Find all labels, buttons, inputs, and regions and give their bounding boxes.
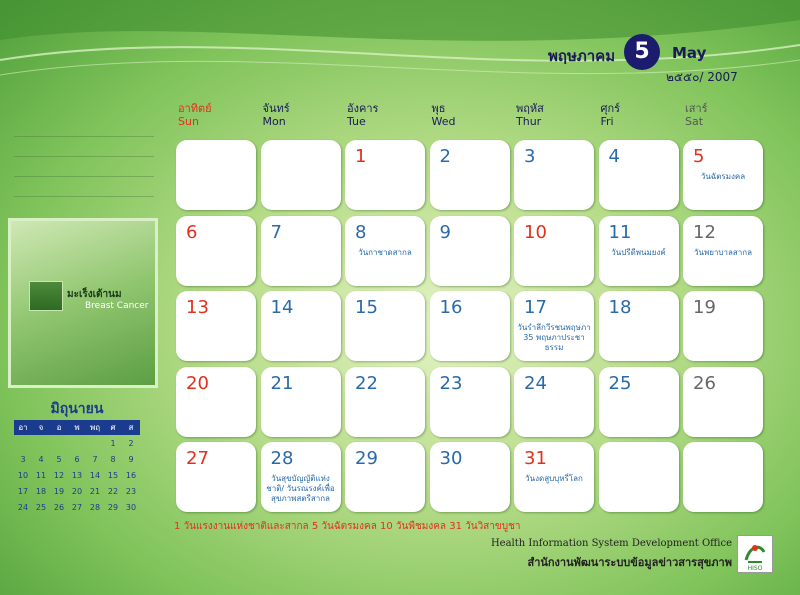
day-number: 19 [693, 297, 716, 318]
mini-calendar-title: มิถุนายน [50, 401, 104, 417]
day-number: 10 [524, 221, 547, 243]
organization-name-english: Health Information System Development Office [490, 538, 732, 549]
day-event: วันรำลึกวีรชนพฤษภา 35 พฤษภาประชาธรรม [517, 323, 591, 352]
day-number: 21 [270, 372, 294, 394]
mini-day: 3 [20, 454, 26, 464]
notes-lines [14, 136, 154, 216]
day-cell [176, 216, 256, 286]
weekday-thai: อังคาร [347, 102, 379, 115]
day-number: 26 [693, 372, 716, 394]
day-cell [430, 291, 510, 361]
weekday-label-tue [347, 102, 427, 128]
thai-month-name: พฤษภาคม [548, 47, 616, 65]
day-cell [176, 367, 256, 437]
mini-day: 24 [17, 502, 29, 512]
weekday-english: Sun [178, 115, 199, 128]
day-cell [514, 216, 594, 286]
weekday-label-fri [601, 102, 681, 128]
day-cell [683, 367, 763, 437]
day-cell [683, 291, 763, 361]
day-cell [430, 140, 510, 210]
mini-calendar-june [14, 398, 140, 515]
weekday-thai: จันทร์ [262, 102, 290, 115]
promo-title: มะเร็งเต้านม [67, 289, 122, 300]
mini-day: 13 [71, 470, 83, 480]
mini-day: 23 [125, 486, 137, 496]
day-cell [176, 140, 256, 210]
mini-day: 20 [71, 486, 83, 496]
mini-weekday-header: ส [122, 420, 140, 435]
mini-day: 11 [35, 470, 47, 480]
weekday-english: Mon [262, 115, 286, 128]
day-cell [261, 140, 341, 210]
day-number: 23 [439, 372, 463, 394]
mini-day: 19 [53, 486, 65, 496]
day-cell [683, 216, 763, 286]
day-event: วันสุขบัญญัติแห่งชาติ/ วันรณรงค์เพื่อสุขภาพสตรีสากล [266, 474, 335, 503]
organization-block [491, 538, 732, 571]
day-event: วันปรีดีพนมยงค์ [611, 247, 666, 257]
mini-day: 4 [38, 454, 44, 464]
day-number: 25 [608, 372, 632, 394]
mini-day: 16 [125, 470, 137, 480]
day-number: 17 [524, 297, 547, 318]
day-number: 15 [355, 297, 378, 318]
day-number: 8 [355, 221, 367, 243]
day-number: 18 [608, 297, 632, 318]
day-number: 16 [439, 297, 463, 318]
weekday-label-mon [263, 102, 343, 128]
day-cell [514, 291, 594, 361]
weekday-english: Fri [600, 115, 614, 128]
day-cell [599, 291, 679, 361]
day-cell [599, 140, 679, 210]
weekday-label-wed [432, 102, 512, 128]
mini-day: 6 [74, 454, 80, 464]
day-number: 13 [186, 297, 209, 318]
holidays-note: 1 วันแรงงานแห่งชาติและสากล 5 วันฉัตรมงคล 10 วันพืชมงคล 31 วันวิสาขบูชา [174, 521, 521, 532]
mini-day [68, 435, 86, 451]
mini-day: 10 [17, 470, 29, 480]
month-number-badge: 5 [624, 34, 660, 70]
day-number: 22 [355, 372, 378, 394]
weekday-label-sat [685, 102, 765, 128]
day-cell [599, 216, 679, 286]
day-number: 3 [524, 146, 536, 167]
mini-day [14, 435, 32, 451]
mini-day: 26 [53, 502, 65, 512]
day-event: วันกาชาดสากล [358, 247, 412, 257]
weekday-thai: พฤหัส [516, 102, 544, 115]
svg-text:HISO: HISO [747, 565, 763, 572]
mini-day: 1 [110, 438, 116, 448]
mini-day: 5 [56, 454, 62, 464]
weekday-thai: พุธ [431, 102, 446, 115]
day-number: 20 [186, 372, 209, 394]
mini-day: 27 [71, 502, 83, 512]
day-cell [345, 442, 425, 512]
month-header [548, 34, 778, 90]
mini-week-row [14, 467, 140, 483]
mini-weekday-header: พ [68, 420, 86, 435]
mini-day: 14 [89, 470, 101, 480]
day-number: 5 [693, 146, 705, 167]
mini-day: 21 [89, 486, 101, 496]
promo-thumbnail [29, 281, 63, 311]
mini-week-row [14, 483, 140, 499]
day-number: 24 [524, 372, 547, 394]
day-cell [430, 367, 510, 437]
mini-weekday-header: จ [32, 420, 50, 435]
mini-day: 25 [35, 502, 47, 512]
day-cell [514, 442, 594, 512]
mini-week-row [14, 451, 140, 467]
english-month-name: May [672, 44, 707, 62]
day-number: 6 [186, 221, 198, 243]
mini-day: 7 [92, 454, 98, 464]
weekday-label-thur [516, 102, 596, 128]
day-cell [345, 291, 425, 361]
day-cell [430, 442, 510, 512]
mini-day: 29 [107, 502, 119, 512]
day-cell [599, 367, 679, 437]
day-cell [261, 216, 341, 286]
weekday-thai: ศุกร์ [600, 102, 621, 115]
day-number: 7 [270, 221, 282, 243]
weekday-thai: เสาร์ [685, 102, 708, 115]
day-number: 27 [186, 448, 209, 469]
weekday-english: Wed [431, 115, 456, 128]
day-number: 29 [355, 448, 378, 469]
mini-day: 17 [17, 486, 29, 496]
mini-weekday-header: อา [14, 420, 32, 435]
day-cell [514, 367, 594, 437]
mini-day: 8 [110, 454, 116, 464]
mini-weekday-header: อ [50, 420, 68, 435]
year-label: ๒๕๕๐/ 2007 [666, 70, 738, 84]
day-cell [261, 291, 341, 361]
day-number: 28 [270, 448, 294, 469]
day-number: 11 [608, 221, 632, 243]
weekday-english: Thur [516, 115, 542, 128]
day-number: 31 [524, 448, 547, 469]
day-cell [514, 140, 594, 210]
weekday-english: Tue [347, 115, 366, 128]
day-cell [345, 367, 425, 437]
breast-cancer-promo [8, 218, 158, 388]
mini-week-row [14, 499, 140, 515]
mini-weekday-header: ศ [104, 420, 122, 435]
day-cell [683, 140, 763, 210]
day-cell [261, 442, 341, 512]
mini-day: 12 [53, 470, 65, 480]
mini-day: 18 [35, 486, 47, 496]
day-cell [176, 442, 256, 512]
day-number: 14 [270, 297, 294, 318]
day-cell [430, 216, 510, 286]
weekday-english: Sat [685, 115, 704, 128]
day-cell [176, 291, 256, 361]
mini-day [32, 435, 50, 451]
day-number: 30 [439, 448, 463, 469]
day-number: 12 [693, 221, 716, 243]
mini-day [50, 435, 68, 451]
mini-day: 30 [125, 502, 137, 512]
day-cell [599, 442, 679, 512]
day-event: วันฉัตรมงคล [700, 172, 746, 181]
weekday-label-sun [178, 102, 258, 128]
day-event: วันพยาบาลสากล [693, 247, 752, 257]
day-number: 4 [608, 146, 620, 167]
mini-day: 15 [107, 470, 119, 480]
day-number: 9 [439, 221, 451, 243]
mini-day [86, 435, 104, 451]
mini-week-row [14, 435, 140, 451]
hiso-logo [737, 535, 773, 573]
mini-day: 2 [128, 438, 134, 448]
day-cell [345, 140, 425, 210]
mini-weekday-header: พฤ [86, 420, 104, 435]
mini-day: 22 [107, 486, 119, 496]
day-event: วันงดสูบบุหรี่โลก [525, 474, 583, 483]
day-cell [261, 367, 341, 437]
organization-name-thai: สำนักงานพัฒนาระบบข้อมูลข่าวสารสุขภาพ [527, 556, 732, 569]
weekday-thai: อาทิตย์ [178, 102, 212, 115]
day-cell [683, 442, 763, 512]
mini-day: 9 [128, 454, 134, 464]
mini-day: 28 [89, 502, 101, 512]
day-number: 2 [439, 146, 451, 167]
day-number: 1 [355, 146, 367, 167]
promo-subtitle: Breast Cancer [85, 301, 149, 311]
mini-calendar-table [14, 420, 140, 515]
day-cell [345, 216, 425, 286]
